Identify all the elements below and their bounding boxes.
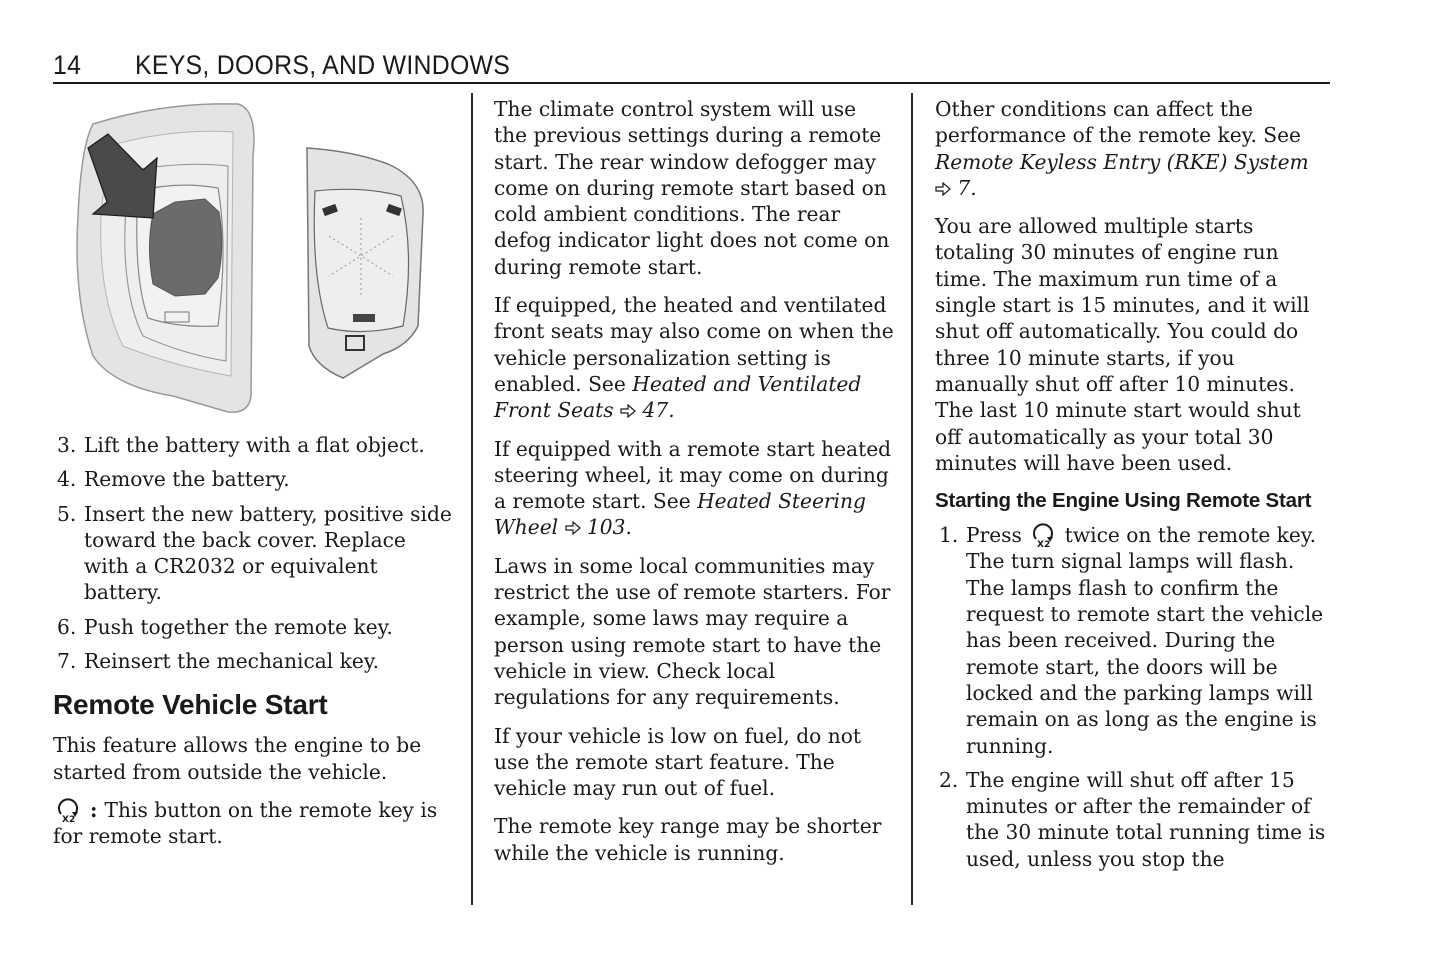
page-header — [53, 46, 1330, 84]
list-item: 2. The engine will shut off after 15 minutes or after the remainder of the 30 minute total running time is used, unless you stop the — [939, 767, 1326, 871]
page-number: 14 — [53, 50, 82, 80]
cross-reference-link[interactable]: Remote Keyless Entry (RKE) System — [935, 149, 1309, 174]
list-item: 1. Press X2 twice on the remote key. The turn signal lamps will flash. The lamps flash to confirm the request to remote start the vehicle has been received. During the remote start, the doors will be locked and the parking lamps will remain on as long as the engine is running. — [939, 523, 1324, 758]
page-reference[interactable]: 103 — [586, 515, 626, 540]
page-reference[interactable]: 47 — [642, 398, 669, 423]
paragraph: If equipped, the heated and ventilated front seats may also come on when the vehicle personalization setting is enabled. See Heated and Ventilated Front Seats 47. — [494, 293, 894, 423]
paragraph: The remote key range may be shorter while the vehicle is running. — [494, 814, 882, 865]
svg-text:X2: X2 — [62, 814, 76, 823]
key-fob-illustration — [53, 96, 453, 426]
key-fob-battery-figure — [53, 96, 453, 426]
button-description: X2 : This button on the remote key is for remote start. — [53, 797, 438, 849]
svg-text:X2: X2 — [1037, 540, 1051, 549]
section-title: Remote Vehicle Start — [53, 689, 328, 721]
column-2 — [494, 96, 894, 878]
remote-start-x2-icon — [1028, 522, 1058, 548]
subsection-title: Starting the Engine Using Remote Start — [935, 489, 1312, 513]
paragraph: The climate control system will use the previous settings during a remote start. The rear window defogger may come on during remote start based on cold ambient conditions. The rear defog indicator light does not come on during remote start. — [494, 97, 890, 279]
cross-reference-arrow-icon — [620, 404, 636, 418]
paragraph: You are allowed multiple starts totaling 30 minutes of engine run time. The maximum run time of a single start is 15 minutes, and it will shut off automatically. You could do three 10 minute starts, if you manually shut off after 10 minutes. The last 10 minute start would shut off automatically as your total 30 minutes will have been used. — [935, 214, 1310, 475]
column-3 — [935, 96, 1327, 882]
cross-reference-arrow-icon — [935, 182, 951, 196]
column-1 — [53, 96, 453, 862]
back-cover-icon — [307, 148, 423, 378]
battery-steps-list — [53, 432, 453, 674]
paragraph: If your vehicle is low on fuel, do not use the remote start feature. The vehicle may run out of fuel. — [494, 723, 862, 801]
list-item: 5. Insert the new battery, positive side toward the back cover. Replace with a CR2032 or equivalent battery. — [57, 501, 452, 605]
paragraph: Other conditions can affect the performance of the remote key. See Remote Keyless Entry (RKE) System 7. — [935, 97, 1309, 200]
cross-reference-link[interactable]: Heated Steering Wheel — [494, 489, 866, 540]
page-reference[interactable]: 7 — [957, 175, 971, 200]
column-divider-right — [911, 93, 913, 905]
intro-paragraph: This feature allows the engine to be started from outside the vehicle. — [53, 733, 422, 784]
paragraph: Laws in some local communities may restrict the use of remote starters. For example, some laws may require a person using remote start to have the vehicle in view. Check local regulations for any requirements. — [494, 553, 891, 710]
chapter-title: KEYS, DOORS, AND WINDOWS — [135, 50, 511, 80]
cross-reference-arrow-icon — [565, 521, 581, 535]
list-item: 7. Reinsert the mechanical key. — [57, 649, 379, 674]
list-item: 3. Lift the battery with a flat object. — [57, 433, 425, 457]
paragraph: If equipped with a remote start heated steering wheel, it may come on during a remote start. See Heated Steering Wheel 103. — [494, 436, 892, 540]
list-item: 6. Push together the remote key. — [57, 614, 393, 639]
column-divider-left — [471, 93, 473, 905]
remote-start-x2-icon — [53, 797, 83, 823]
cross-reference-link[interactable]: Heated and Ventilated Front Seats — [494, 371, 862, 423]
remote-start-steps-list — [935, 522, 1327, 872]
list-item: 4. Remove the battery. — [57, 467, 290, 492]
